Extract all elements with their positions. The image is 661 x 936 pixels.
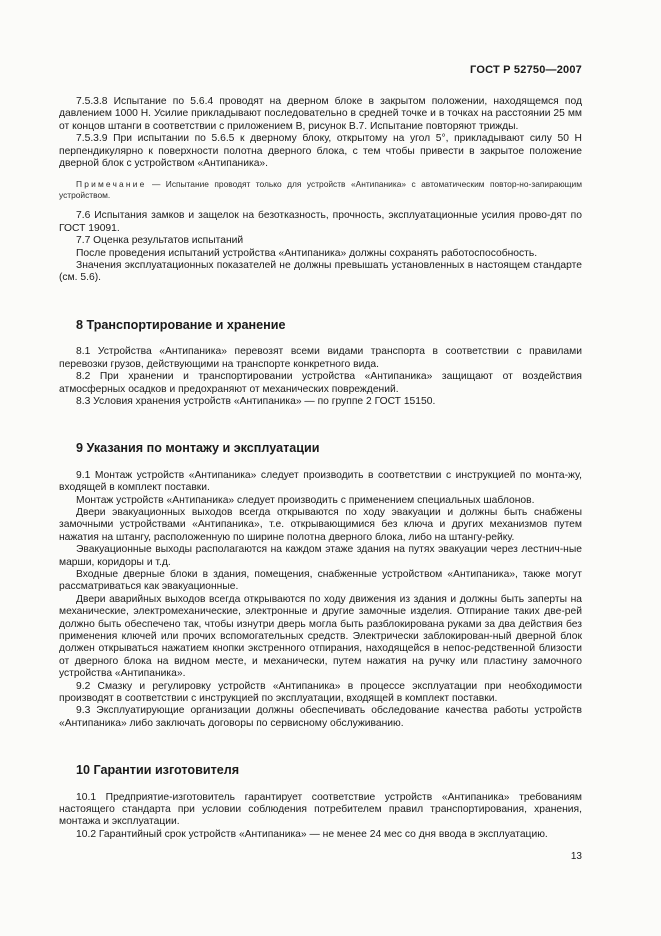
paragraph-8-3: 8.3 Условия хранения устройств «Антипаника» — по группе 2 ГОСТ 15150. bbox=[76, 395, 436, 407]
page-content bbox=[59, 96, 582, 841]
paragraph-9-2: 9.2 Смазку и регулировку устройств «Антипаника» в процессе эксплуатации при необходимости производят в соответствии с инструкцией по эксплуатации, входящей в комплект поставки. bbox=[59, 680, 582, 705]
document-code: ГОСТ Р 52750—2007 bbox=[470, 64, 582, 76]
paragraph-9-1-d: Входные дверные блоки в здания, помещения, снабженные устройством «Антипаника», также могут рассматриваться как эвакуационные. bbox=[59, 568, 582, 593]
paragraph-9-1-e: Двери аварийных выходов всегда открываются по ходу движения из здания и должны быть заперты на механические, электромеханические, электронные и другие замочные изделия. Отпирание таких две-рей должно быть обеспечено так, чтобы изнутри дверь могла быть разблокирована руками за два действия без применения ключей или прочих вспомогательных средств. Электрически заблокирован-ный дверной блок должен открываться нажатием кнопки экстренного отпирания, находящейся в непос-редственной близости от дверного блока на видном месте, и механически, путем нажатия на ручку или пластину замочного устройства «Антипаника». bbox=[59, 593, 582, 680]
note-label: Примечание bbox=[76, 179, 147, 190]
paragraph-9-1-b: Двери эвакуационных выходов всегда открываются по ходу эвакуации и должны быть снабжены замочными устройствами «Антипаника», т.е. открывающимися без ключа и других механизмов путем нажатия на штангу, расположенную по ширине полотна дверного блока, либо на штангу-рейку. bbox=[59, 506, 582, 543]
paragraph-8-1: 8.1 Устройства «Антипаника» перевозят всеми видами транспорта в соответствии с правилами перевозки грузов, действующими на транспорте конкретного вида. bbox=[59, 346, 582, 370]
page-number: 13 bbox=[570, 851, 582, 862]
paragraph-10-2: 10.2 Гарантийный срок устройств «Антипаника» — не менее 24 мес со дня ввода в эксплуатацию. bbox=[76, 828, 548, 840]
paragraph-9-1-a: Монтаж устройств «Антипаника» следует производить с применением специальных шаблонов. bbox=[76, 494, 535, 506]
section-8-heading: 8 Транспортирование и хранение bbox=[76, 317, 286, 332]
paragraph-10-1: 10.1 Предприятие-изготовитель гарантирует соответствие устройств «Антипаника» требованиям настоящего стандарта при условии соблюдения потребителем правил транспортирования, хранения, монтажа и эксплуатации. bbox=[59, 791, 582, 828]
paragraph-8-2: 8.2 При хранении и транспортировании устройства «Антипаника» защищают от воздействия атмосферных осадков и предохраняют от механических повреждений. bbox=[59, 371, 582, 395]
paragraph-7-6: 7.6 Испытания замков и защелок на безотказность, прочность, эксплуатационные усилия прово-дят по ГОСТ 19091. bbox=[59, 210, 582, 234]
paragraph-9-1-c: Эвакуационные выходы располагаются на каждом этаже здания на путях эвакуации через лестнич-ные марши, коридоры и т.д. bbox=[59, 544, 582, 568]
paragraph-7-5-3-9: 7.5.3.9 При испытании по 5.6.5 к дверному блоку, открытому на угол 5°, прикладывают силу 50 Н перпендикулярно к поверхности полотна дверного блока, с тем чтобы привести в закрытое положение дверной блок с устройством «Антипаника». bbox=[59, 133, 582, 170]
paragraph-7-5-3-8: 7.5.3.8 Испытание по 5.6.4 проводят на дверном блоке в закрытом положении, находящемся под давлением 1000 Н. Усилие прикладывают последовательно в средней точке и в точках на расстоянии 25 мм от концов штанги в соответствии с приложением В, рисунок В.7. Испытание повторяют трижды. bbox=[59, 96, 582, 132]
section-9-heading: 9 Указания по монтажу и эксплуатации bbox=[76, 441, 320, 456]
paragraph-7-7-a: После проведения испытаний устройства «Антипаника» должны сохранять работоспособность. bbox=[76, 247, 538, 259]
section-10-heading: 10 Гарантии изготовителя bbox=[76, 763, 240, 778]
paragraph-7-7-b: Значения эксплуатационных показателей не должны превышать установленных в настоящем стандарте (см. 5.6). bbox=[59, 260, 582, 284]
paragraph-7-7: 7.7 Оценка результатов испытаний bbox=[76, 235, 244, 247]
note-text: — Испытание проводят только для устройств «Антипаника» с автоматическим повтор-но-запирающим устройством. bbox=[59, 179, 582, 201]
note bbox=[59, 179, 582, 201]
paragraph-9-1: 9.1 Монтаж устройств «Антипаника» следует производить в соответствии с инструкцией по монта-жу, входящей в комплект поставки. bbox=[59, 469, 582, 494]
paragraph-9-3: 9.3 Эксплуатирующие организации должны обеспечивать обследование качества работы устройств «Антипаника» либо заключать договоры по сервисному обслуживанию. bbox=[59, 705, 582, 729]
